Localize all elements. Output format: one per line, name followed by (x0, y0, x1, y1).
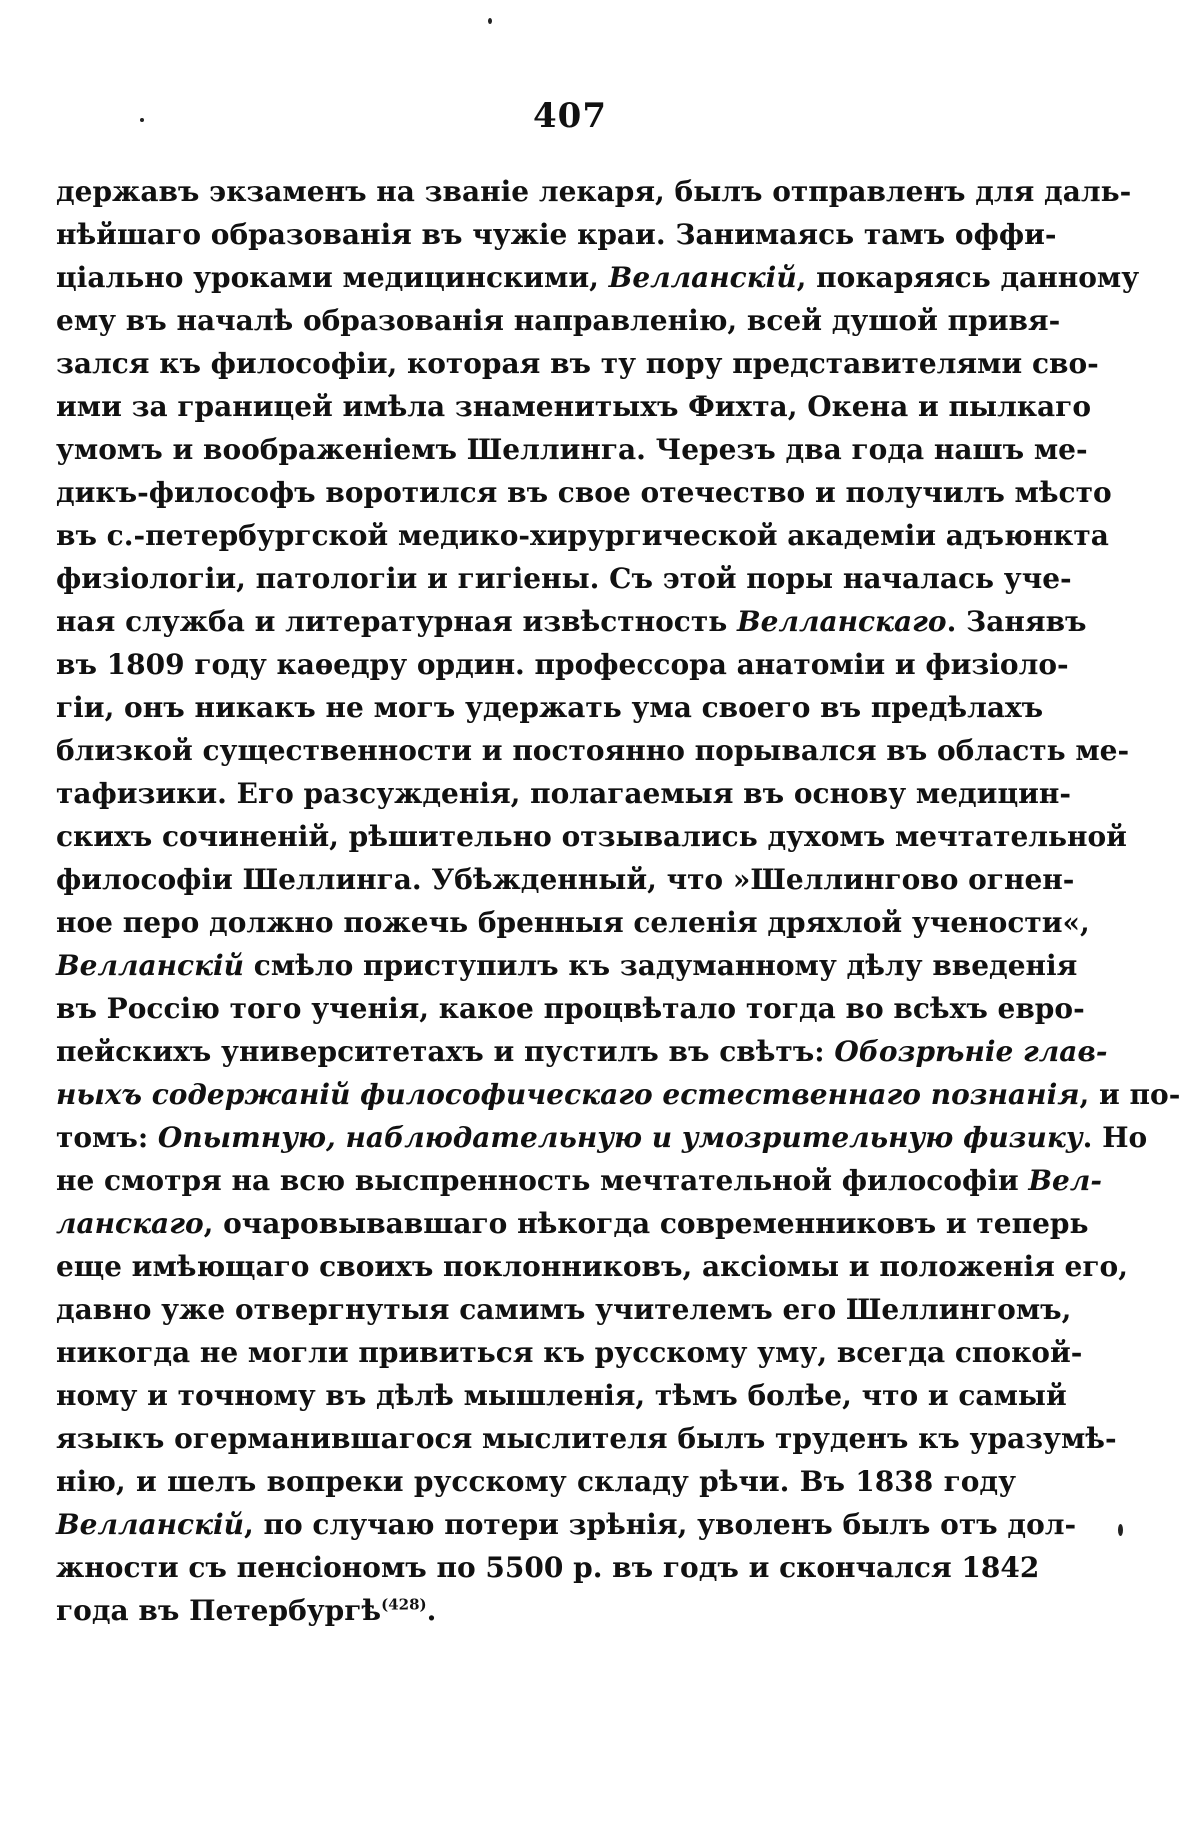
text-line (56, 901, 1090, 944)
text-segment: ная служба и литературная извѣстность (56, 605, 737, 638)
text-segment: ному и точному въ дѣлѣ мышленія, тѣмъ болѣе, что и самый (56, 1379, 1067, 1412)
text-segment: , по случаю потери зрѣнія, уволенъ былъ отъ дол- (244, 1508, 1077, 1541)
text-segment: смѣло приступилъ къ задуманному дѣлу введенія (244, 949, 1078, 982)
italic-text-segment: ныхъ содержаній философическаго естественнаго познанія (56, 1078, 1080, 1111)
text-segment: томъ: (56, 1121, 158, 1154)
text-segment: языкъ огерманившагося мыслителя былъ труденъ къ уразумѣ- (56, 1422, 1117, 1455)
footnote-reference: (428) (381, 1595, 427, 1614)
text-segment: философіи Шеллинга. Убѣжденный, что »Шеллингово огнен- (56, 863, 1075, 896)
italic-text-segment: Вел- (1028, 1164, 1102, 1197)
text-line (56, 514, 1109, 557)
text-line (56, 299, 1061, 342)
text-line (56, 1417, 1117, 1460)
italic-text-segment: Велланскій (56, 1508, 245, 1541)
text-segment: . Занявъ (946, 605, 1087, 638)
italic-text-segment: ланскаго (56, 1207, 204, 1240)
text-line (56, 643, 1069, 686)
text-line (56, 342, 1099, 385)
text-segment: близкой существенности и постоянно порывался въ область ме- (56, 734, 1130, 767)
text-line (56, 471, 1112, 514)
text-line (56, 772, 1072, 815)
text-segment: дикъ-философъ воротился въ свое отечество и получилъ мѣсто (56, 476, 1112, 509)
text-line (56, 1331, 1083, 1374)
text-segment: въ 1809 году каѳедру ордин. профессора анатоміи и физіоло- (56, 648, 1069, 681)
text-segment: . Но (1082, 1121, 1148, 1154)
text-line (56, 858, 1075, 901)
text-segment: , покаряясь данному (796, 261, 1140, 294)
text-segment: зался къ философіи, которая въ ту пору представителями сво- (56, 347, 1099, 380)
text-line (56, 256, 1140, 299)
text-line (56, 1116, 1148, 1159)
text-line (56, 944, 1078, 987)
text-segment: , и по- (1079, 1078, 1180, 1111)
italic-text-segment: Велланскій (608, 261, 797, 294)
text-line (56, 1460, 1016, 1503)
italic-text-segment: Опытную, наблюдательную и умозрительную физику (157, 1121, 1083, 1154)
text-segment: въ с.-петербургской медико-хирургической академіи адъюнкта (56, 519, 1109, 552)
text-line (56, 385, 1092, 428)
text-segment: , очаровывавшаго нѣкогда современниковъ и теперь (203, 1207, 1089, 1240)
text-line (56, 987, 1085, 1030)
text-line (56, 815, 1127, 858)
text-line (56, 1245, 1128, 1288)
italic-text-segment: Велланскаго (736, 605, 947, 638)
ink-speck (140, 118, 144, 122)
text-line (56, 1288, 1072, 1331)
text-segment: нію, и шелъ вопреки русскому складу рѣчи. Въ 1838 году (56, 1465, 1016, 1498)
text-segment: не смотря на всю выспренность мечтательной философіи (56, 1164, 1029, 1197)
body-text (56, 170, 1180, 1632)
text-line (56, 1159, 1102, 1202)
italic-text-segment: Обозрѣніе глав- (834, 1035, 1108, 1068)
text-line (56, 729, 1130, 772)
text-line (56, 1030, 1108, 1073)
ink-speck (488, 18, 492, 24)
text-segment: никогда не могли привиться къ русскому уму, всегда спокой- (56, 1336, 1083, 1369)
text-segment: ціально уроками медицинскими, (56, 261, 609, 294)
text-segment: ему въ началѣ образованія направленію, всей душой привя- (56, 304, 1061, 337)
text-segment: жности съ пенсіономъ по 5500 р. въ годъ и скончался 1842 (56, 1551, 1040, 1584)
text-line (56, 686, 1044, 729)
text-line (56, 1589, 1016, 1632)
ink-speck (1118, 1524, 1123, 1536)
text-segment: ное перо должно пожечь бренныя селенія дряхлой учености«, (56, 906, 1090, 939)
text-line (56, 1073, 1180, 1116)
text-line (56, 428, 1088, 471)
text-line (56, 1202, 1089, 1245)
text-segment: гіи, онъ никакъ не могъ удержать ума своего въ предѣлахъ (56, 691, 1044, 724)
text-line (56, 557, 1072, 600)
italic-text-segment: Велланскій (56, 949, 245, 982)
text-segment: въ Россію того ученія, какое процвѣтало тогда во всѣхъ евро- (56, 992, 1085, 1025)
text-line (56, 170, 1132, 213)
text-segment: пейскихъ университетахъ и пустилъ въ свѣтъ: (56, 1035, 835, 1068)
text-segment: давно уже отвергнутыя самимъ учителемъ его Шеллингомъ, (56, 1293, 1072, 1326)
page-number: 407 (533, 96, 607, 136)
text-segment: физіологіи, патологіи и гигіены. Съ этой поры началась уче- (56, 562, 1072, 595)
text-line (56, 1374, 1067, 1417)
text-segment: . (426, 1594, 437, 1627)
text-segment: ими за границей имѣла знаменитыхъ Фихта, Окена и пылкаго (56, 390, 1092, 423)
text-segment: державъ экзаменъ на званіе лекаря, былъ отправленъ для даль- (56, 175, 1132, 208)
text-segment: нѣйшаго образованія въ чужіе краи. Занимаясь тамъ оффи- (56, 218, 1057, 251)
text-segment: умомъ и воображеніемъ Шеллинга. Черезъ два года нашъ ме- (56, 433, 1088, 466)
text-segment: еще имѣющаго своихъ поклонниковъ, аксіомы и положенія его, (56, 1250, 1128, 1283)
text-segment: тафизики. Его разсужденія, полагаемыя въ основу медицин- (56, 777, 1072, 810)
text-line (56, 213, 1057, 256)
text-segment: года въ Петербургѣ (56, 1594, 382, 1627)
text-line (56, 600, 1087, 643)
text-line (56, 1546, 1040, 1589)
text-line (56, 1503, 1077, 1546)
text-segment: скихъ сочиненій, рѣшительно отзывались духомъ мечтательной (56, 820, 1127, 853)
